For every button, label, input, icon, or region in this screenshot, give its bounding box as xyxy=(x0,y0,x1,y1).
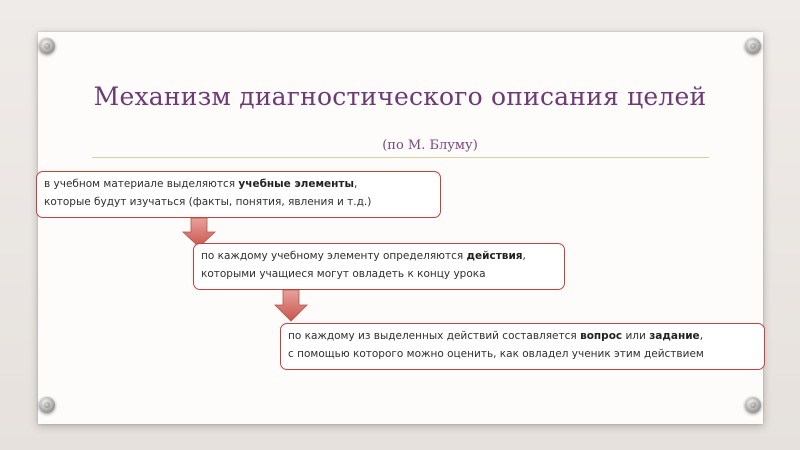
step-1-text: в учебном материале выделяются xyxy=(44,178,239,190)
step-1-punct: , xyxy=(354,178,358,190)
step-1-line-2: которые будут изучаться (факты, понятия, явления и т.д.) xyxy=(44,196,372,208)
step-box-1 xyxy=(36,171,441,218)
slide-title: Механизм диагностического описания целей xyxy=(93,82,707,111)
step-2-line-2: которыми учащиеся могут овладеть к концу урока xyxy=(201,268,486,280)
step-3-text: по каждому из выделенных действий составляется xyxy=(288,330,581,342)
pin-icon-bottom-left xyxy=(39,397,55,413)
step-3-connector: или xyxy=(622,330,650,342)
pin-icon-top-left xyxy=(39,38,55,54)
step-2-line-1 xyxy=(201,247,557,265)
step-1-line-1 xyxy=(44,175,433,193)
pin-icon-top-right xyxy=(745,38,761,54)
step-3-keyword-1: вопрос xyxy=(580,330,623,342)
step-1-keyword: учебные элементы xyxy=(238,178,355,190)
step-2-punct: , xyxy=(522,250,526,262)
step-3-punct: , xyxy=(699,330,704,342)
step-3-line-2: с помощью которого можно оценить, как овладел ученик этим действием xyxy=(288,348,704,360)
slide-subtitle: (по М. Блуму) xyxy=(382,138,478,153)
pin-icon-bottom-right xyxy=(745,397,761,413)
step-2-keyword: действия xyxy=(466,250,523,262)
title-divider xyxy=(92,157,709,158)
step-box-2 xyxy=(193,243,565,290)
step-3-keyword-2: задание xyxy=(649,330,700,342)
step-2-text: по каждому учебному элементу определяются xyxy=(201,250,467,262)
down-arrow-icon-2 xyxy=(274,290,308,322)
step-box-3 xyxy=(280,323,765,370)
step-3-line-1 xyxy=(288,327,757,345)
